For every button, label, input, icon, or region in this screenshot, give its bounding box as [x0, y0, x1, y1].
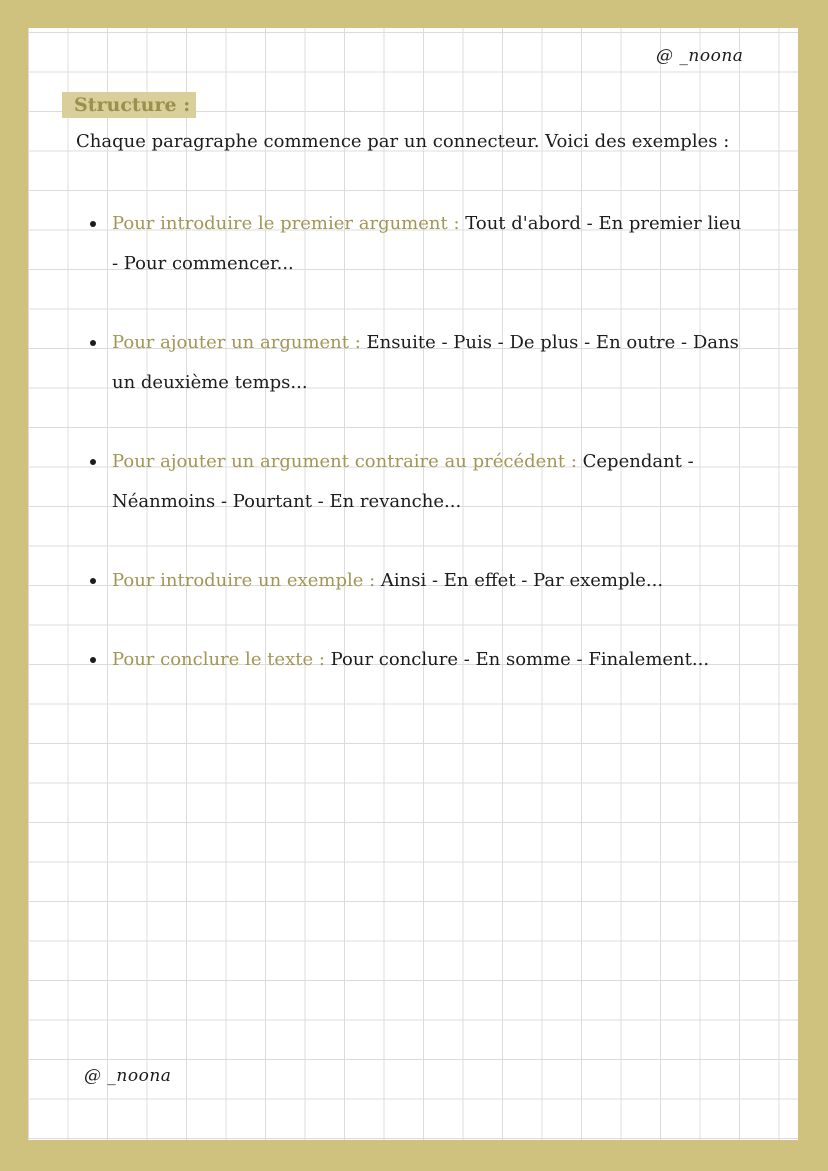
item-lead: Pour conclure le texte :	[112, 649, 325, 670]
list-item	[90, 640, 750, 680]
notebook-page	[28, 28, 798, 1140]
connector-list	[90, 204, 750, 680]
item-lead: Pour ajouter un argument contraire au précédent :	[112, 451, 577, 472]
intro-text: Chaque paragraphe commence par un connecteur. Voici des exemples :	[76, 131, 730, 152]
item-lead: Pour ajouter un argument :	[112, 332, 361, 353]
bullet-icon	[90, 578, 96, 584]
list-item	[90, 442, 750, 522]
item-text: Ainsi - En effet - Par exemple...	[380, 570, 664, 591]
bullet-icon	[90, 221, 96, 227]
bullet-icon	[90, 340, 96, 346]
item-text: Cependant - Néanmoins - Pourtant - En revanche...	[112, 451, 694, 512]
list-item	[90, 323, 750, 403]
bullet-icon	[90, 657, 96, 663]
header-handle: @ _noona	[656, 46, 744, 66]
bullet-icon	[90, 459, 96, 465]
section-title: Structure :	[62, 92, 196, 118]
item-lead: Pour introduire le premier argument :	[112, 213, 460, 234]
footer-handle: @ _noona	[84, 1066, 172, 1086]
item-text: Ensuite - Puis - De plus - En outre - Dans un deuxième temps...	[112, 332, 739, 393]
item-text: Tout d'abord - En premier lieu - Pour commencer...	[112, 213, 742, 274]
list-item	[90, 561, 750, 601]
item-lead: Pour introduire un exemple :	[112, 570, 376, 591]
list-item	[90, 204, 750, 284]
item-text: Pour conclure - En somme - Finalement...	[330, 649, 710, 670]
